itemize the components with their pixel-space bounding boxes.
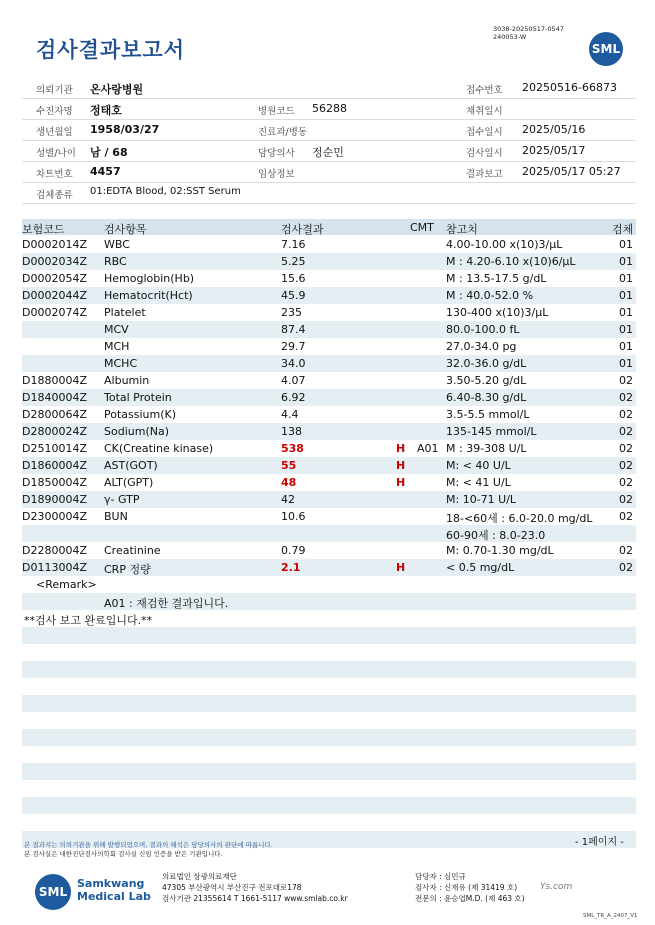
clinical-label: 임상정보: [258, 169, 295, 180]
test-result: 538: [281, 442, 304, 455]
reference-range: 80.0-100.0 fL: [446, 323, 520, 336]
reference-range: 27.0-34.0 pg: [446, 340, 517, 353]
header-spec: 검체: [612, 223, 634, 236]
institution-name: 의료법인 삼광의료재단: [162, 872, 237, 881]
test-result: 87.4: [281, 323, 306, 336]
receipt-date-value: 2025/05/16: [522, 123, 586, 136]
specimen-code: 01: [619, 289, 633, 302]
specimen-code: 02: [619, 510, 633, 523]
empty-row: [22, 661, 636, 678]
report-complete-text: **검사 보고 완료입니다.**: [24, 614, 153, 627]
brand-name: [77, 877, 151, 903]
sex-age-label: 성별/나이: [36, 148, 76, 159]
table-row: [22, 236, 636, 253]
table-row: [22, 525, 636, 542]
specimen-code: 02: [619, 476, 633, 489]
table-header: [22, 219, 636, 235]
insurance-code: D1840004Z: [22, 391, 87, 404]
test-result: 4.07: [281, 374, 306, 387]
table-row: [22, 287, 636, 304]
hospital-value: 온사랑병원: [90, 83, 144, 96]
empty-row: [22, 780, 636, 797]
reference-range: 18-<60세 : 6.0-20.0 mg/dL: [446, 512, 593, 525]
collect-date-label: 채취일시: [466, 106, 503, 117]
specimen-code: 01: [619, 306, 633, 319]
test-name: MCV: [104, 323, 129, 336]
notice-2: 본 검사실은 대한진단검사의학회 검사실 신임 인증을 받은 기관입니다.: [24, 850, 223, 858]
insurance-code: D1880004Z: [22, 374, 87, 387]
insurance-code: D0002054Z: [22, 272, 87, 285]
empty-row: [22, 678, 636, 695]
empty-row: [22, 763, 636, 780]
sml-footer-logo-icon: SML: [35, 874, 71, 910]
test-name: Creatinine: [104, 544, 161, 557]
form-id: SML_TR_A_2407_V1: [583, 913, 638, 919]
reference-range: 3.50-5.20 g/dL: [446, 374, 527, 387]
notice-1: 본 결과지는 의뢰기관을 위해 발행되었으며, 결과의 해석은 담당의사의 판단에 따릅니다.: [24, 841, 273, 849]
table-row: [22, 457, 636, 474]
test-name: Hemoglobin(Hb): [104, 272, 195, 285]
table-row: [22, 474, 636, 491]
specimen-code: 02: [619, 493, 633, 506]
test-date-label: 검사일시: [466, 148, 503, 159]
remark-row: [22, 576, 636, 593]
reference-range: 130-400 x(10)3/μL: [446, 306, 549, 319]
empty-row: [22, 729, 636, 746]
reference-range: M: < 41 U/L: [446, 476, 511, 489]
doctor-label: 담당의사: [258, 148, 295, 159]
insurance-code: D0002044Z: [22, 289, 87, 302]
insurance-code: D2800064Z: [22, 408, 87, 421]
empty-row: [22, 746, 636, 763]
test-name: AST(GOT): [104, 459, 158, 472]
reference-range: M : 40.0-52.0 %: [446, 289, 534, 302]
staff-manager: 담당자 : 심민규: [415, 872, 466, 881]
high-flag: H: [396, 561, 406, 574]
high-flag: H: [396, 476, 406, 489]
empty-row: [22, 627, 636, 644]
test-name: MCHC: [104, 357, 138, 370]
patient-label: 수진자명: [36, 106, 73, 117]
test-name: CRP 정량: [104, 563, 151, 576]
insurance-code: D0002014Z: [22, 238, 87, 251]
reference-range: 135-145 mmol/L: [446, 425, 537, 438]
specimen-code: 02: [619, 425, 633, 438]
table-row: [22, 440, 636, 457]
test-name: γ- GTP: [104, 493, 140, 506]
table-row: [22, 542, 636, 559]
table-row: [22, 406, 636, 423]
header-cmt: CMT: [410, 221, 434, 234]
reference-range: M: < 40 U/L: [446, 459, 511, 472]
info-row-2: [22, 99, 636, 120]
sml-logo-icon: SML: [589, 32, 623, 66]
test-result: 29.7: [281, 340, 306, 353]
reference-range: < 0.5 mg/dL: [446, 561, 515, 574]
report-date-label: 결과보고: [466, 169, 503, 180]
test-result: 6.92: [281, 391, 306, 404]
info-row-4: [22, 141, 636, 162]
specimen-code: 01: [619, 357, 633, 370]
reference-range: M : 39-308 U/L: [446, 442, 527, 455]
staff-info: [415, 871, 525, 904]
dept-label: 진료과/병동: [258, 127, 308, 138]
hospital-code-label: 병원코드: [258, 106, 295, 117]
reference-range: M: 10-71 U/L: [446, 493, 517, 506]
table-row: [22, 253, 636, 270]
insurance-code: D1850004Z: [22, 476, 87, 489]
hospital-label: 의뢰기관: [36, 85, 73, 96]
chart-no-label: 차트번호: [36, 169, 73, 180]
specimen-code: 01: [619, 272, 633, 285]
test-result: 55: [281, 459, 297, 472]
header-name: 검사항목: [104, 223, 147, 236]
test-result: 4.4: [281, 408, 299, 421]
table-row: [22, 270, 636, 287]
empty-row: [22, 644, 636, 661]
specimen-value: 01:EDTA Blood, 02:SST Serum: [90, 186, 241, 197]
table-row: [22, 355, 636, 372]
test-name: RBC: [104, 255, 127, 268]
brand-line-1: Samkwang: [77, 877, 145, 890]
test-result: 235: [281, 306, 302, 319]
info-row-3: [22, 120, 636, 141]
signature: Ys.com: [540, 882, 573, 892]
insurance-code: D2280004Z: [22, 544, 87, 557]
receipt-date-label: 접수일시: [466, 127, 503, 138]
header-ref: 참고치: [446, 223, 478, 236]
info-row-6: [22, 183, 636, 204]
staff-tester: 검사자 : 신재유 (제 31419 호): [415, 883, 518, 892]
high-flag: H: [396, 459, 406, 472]
empty-row: [22, 712, 636, 729]
institution-address: 47305 부산광역시 부산진구 전포대로178: [162, 883, 302, 892]
table-row: [22, 338, 636, 355]
insurance-code: D2800024Z: [22, 425, 87, 438]
specimen-code: 02: [619, 374, 633, 387]
reference-range: 4.00-10.00 x(10)3/μL: [446, 238, 563, 251]
reference-range: 60-90세 : 8.0-23.0: [446, 529, 546, 542]
reference-range: M : 13.5-17.5 g/dL: [446, 272, 547, 285]
doctor-value: 정순민: [312, 146, 344, 159]
page-title: 검사결과보고서: [36, 38, 186, 62]
brand-line-2: Medical Lab: [77, 890, 151, 903]
test-result: 0.79: [281, 544, 306, 557]
institution-contact: 검사기관 21355614 T 1661-5117 www.smlab.co.kr: [162, 894, 348, 903]
sex-age-value: 남 / 68: [90, 146, 128, 159]
info-row-5: [22, 162, 636, 183]
staff-specialist: 전문의 : 윤승엽M.D. (제 463 호): [415, 894, 525, 903]
chart-no-value: 4457: [90, 165, 121, 178]
insurance-code: D1890004Z: [22, 493, 87, 506]
insurance-code: D2300004Z: [22, 510, 87, 523]
specimen-code: 01: [619, 340, 633, 353]
empty-row: [22, 797, 636, 814]
test-date-value: 2025/05/17: [522, 144, 586, 157]
test-result: 15.6: [281, 272, 306, 285]
test-name: Total Protein: [104, 391, 172, 404]
document-id: [493, 25, 564, 41]
table-row: [22, 491, 636, 508]
info-row-1: [22, 78, 636, 99]
specimen-code: 02: [619, 544, 633, 557]
reference-range: M : 4.20-6.10 x(10)6/μL: [446, 255, 576, 268]
page-number: - 1페이지 -: [575, 837, 624, 848]
header-code: 보험코드: [22, 223, 65, 236]
birth-label: 생년월일: [36, 127, 73, 138]
reference-range: 32.0-36.0 g/dL: [446, 357, 527, 370]
test-result: 138: [281, 425, 302, 438]
specimen-code: 01: [619, 238, 633, 251]
document-id-line-1: 3038-20250517-0547: [493, 25, 564, 33]
receipt-no-value: 20250516-66873: [522, 81, 617, 94]
test-result: 45.9: [281, 289, 306, 302]
reference-range: 3.5-5.5 mmol/L: [446, 408, 530, 421]
test-result: 34.0: [281, 357, 306, 370]
specimen-code: 02: [619, 391, 633, 404]
test-result: 48: [281, 476, 297, 489]
insurance-code: D2510014Z: [22, 442, 87, 455]
specimen-code: 01: [619, 255, 633, 268]
empty-row: [22, 814, 636, 831]
insurance-code: D0113004Z: [22, 561, 87, 574]
institution-info: [162, 871, 348, 904]
reference-range: M: 0.70-1.30 mg/dL: [446, 544, 554, 557]
test-name: BUN: [104, 510, 128, 523]
table-row: [22, 389, 636, 406]
test-name: Platelet: [104, 306, 146, 319]
insurance-code: D1860004Z: [22, 459, 87, 472]
test-result: 10.6: [281, 510, 306, 523]
insurance-code: D0002074Z: [22, 306, 87, 319]
test-name: CK(Creatine kinase): [104, 442, 214, 455]
insurance-code: D0002034Z: [22, 255, 87, 268]
header-result: 검사결과: [281, 223, 324, 236]
test-name: ALT(GPT): [104, 476, 154, 489]
high-flag: H: [396, 442, 406, 455]
specimen-code: 02: [619, 561, 633, 574]
reference-range: 6.40-8.30 g/dL: [446, 391, 527, 404]
table-row: [22, 423, 636, 440]
test-result: 2.1: [281, 561, 301, 574]
specimen-code: 02: [619, 442, 633, 455]
comment-code: A01: [417, 442, 439, 455]
test-name: Albumin: [104, 374, 150, 387]
birth-value: 1958/03/27: [90, 123, 160, 136]
test-result: 42: [281, 493, 295, 506]
table-row: [22, 559, 636, 576]
test-name: Potassium(K): [104, 408, 177, 421]
empty-row: [22, 695, 636, 712]
table-row: [22, 372, 636, 389]
specimen-label: 검체종류: [36, 190, 73, 201]
test-name: Sodium(Na): [104, 425, 169, 438]
patient-value: 정태호: [90, 104, 122, 117]
table-row: [22, 304, 636, 321]
remark-text-row: [22, 593, 636, 610]
test-name: WBC: [104, 238, 130, 251]
test-result: 7.16: [281, 238, 306, 251]
test-name: MCH: [104, 340, 130, 353]
table-row: [22, 508, 636, 525]
test-result: 5.25: [281, 255, 306, 268]
hospital-code-value: 56288: [312, 102, 347, 115]
table-row: [22, 321, 636, 338]
specimen-code: 02: [619, 459, 633, 472]
receipt-no-label: 접수번호: [466, 85, 503, 96]
test-name: Hematocrit(Hct): [104, 289, 193, 302]
specimen-code: 02: [619, 408, 633, 421]
report-complete-row: [22, 610, 636, 627]
remark-text: A01 : 재검한 결과입니다.: [104, 597, 229, 610]
remark-label: <Remark>: [36, 578, 97, 591]
report-date-value: 2025/05/17 05:27: [522, 165, 621, 178]
specimen-code: 01: [619, 323, 633, 336]
document-id-line-2: 240053-W: [493, 33, 527, 41]
